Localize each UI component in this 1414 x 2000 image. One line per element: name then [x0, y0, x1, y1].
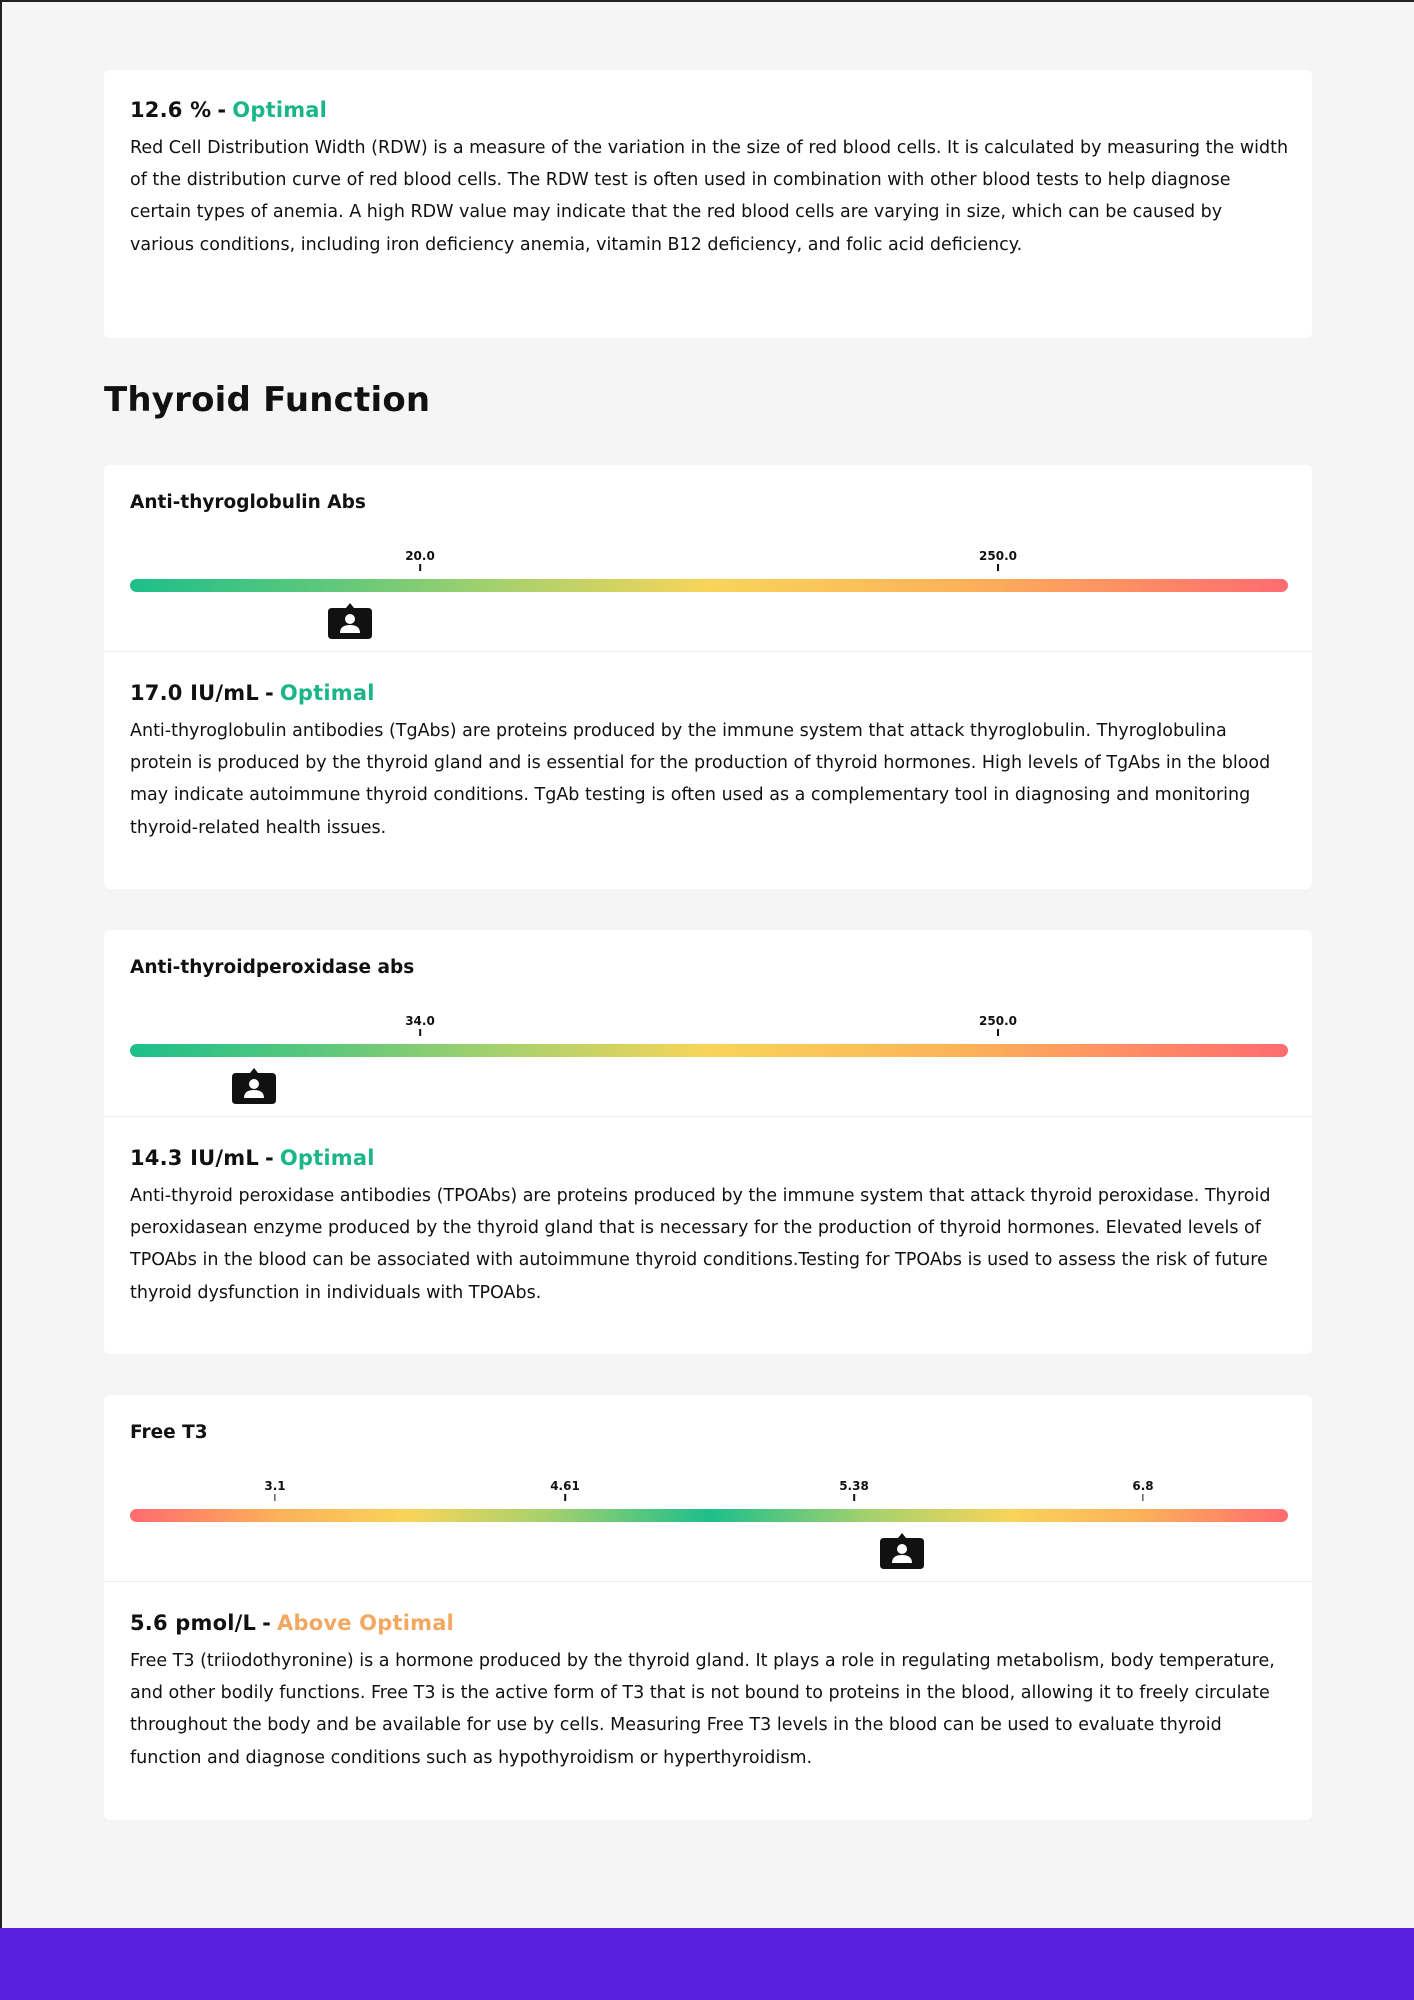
marker-status: Optimal — [279, 681, 375, 705]
user-badge-icon — [880, 1533, 924, 1569]
range-tick-label: 34.0 — [405, 1014, 435, 1028]
range-gradient-bar — [130, 1509, 1288, 1522]
marker-result-heading — [130, 1146, 1290, 1170]
marker-card-free-t3 — [104, 1395, 1312, 1820]
range-tick — [979, 549, 1017, 571]
card-divider — [104, 651, 1312, 652]
rdw-status: Optimal — [232, 98, 328, 122]
marker-title: Free T3 — [130, 1422, 208, 1443]
page-border-left — [0, 0, 2, 1928]
card-divider — [104, 1116, 1312, 1117]
marker-card-anti-thyroglobulin — [104, 465, 1312, 889]
range-tick — [550, 1479, 580, 1501]
marker-card-anti-thyroidperoxidase — [104, 930, 1312, 1354]
rdw-result-card — [104, 70, 1312, 338]
marker-description: Anti-thyroglobulin antibodies (TgAbs) are proteins produced by the immune system that attack thyroglobulin. Thyroglobulina protein is produced by the thyroid gland and is essential for the production of thyroid hormones. High levels of TgAbs in the blood may indicate autoimmune thyroid conditions. TgAb testing is often used as a complementary tool in diagnosing and monitoring thyroid-related health issues. — [130, 721, 1271, 838]
range-tick-label: 250.0 — [979, 1014, 1017, 1028]
range-tick-label: 3.1 — [264, 1479, 286, 1493]
rdw-value: 12.6 % — [130, 98, 212, 122]
marker-result-heading — [130, 1611, 1290, 1635]
marker-value: 5.6 pmol/L — [130, 1611, 257, 1635]
range-gradient-bar — [130, 1044, 1288, 1057]
marker-description: Free T3 (triiodothyronine) is a hormone produced by the thyroid gland. It plays a role in regulating metabolism, body temperature, and other bodily functions. Free T3 is the active form of T3 that is not bound to proteins in the blood, allowing it to freely circulate throughout the body and be available for use by cells. Measuring Free T3 levels in the blood can be used to evaluate thyroid function and diagnose conditions such as hypothyroidism or hyperthyroidism. — [130, 1651, 1275, 1768]
range-tick — [264, 1479, 285, 1501]
marker-description: Anti-thyroid peroxidase antibodies (TPOAbs) are proteins produced by the immune system that attack thyroid peroxidase. Thyroid peroxidasean enzyme produced by the thyroid gland that is necessary for the production of thyroid hormones. Elevated levels of TPOAbs in the blood can be associated with autoimmune thyroid conditions.Testing for TPOAbs is used to assess the risk of future thyroid dysfunction in individuals with TPOAbs. — [130, 1186, 1271, 1303]
range-tick — [979, 1014, 1017, 1036]
dash-separator: - — [264, 681, 274, 705]
rdw-description: Red Cell Distribution Width (RDW) is a measure of the variation in the size of red blood cells. It is calculated by measuring the width of the distribution curve of red blood cells. The RDW test is often used in combination with other blood tests to help diagnose certain types of anemia. A high RDW value may indicate that the red blood cells are varying in size, which can be caused by various conditions, including iron deficiency anemia, vitamin B12 deficiency, and folic acid deficiency. — [130, 138, 1289, 255]
marker-result-heading — [130, 681, 1290, 705]
marker-title: Anti-thyroglobulin Abs — [130, 492, 366, 513]
range-tick — [839, 1479, 869, 1501]
section-title: Thyroid Function — [104, 380, 431, 420]
marker-status: Optimal — [279, 1146, 375, 1170]
marker-value: 14.3 IU/mL — [130, 1146, 259, 1170]
range-tick-label: 5.38 — [839, 1479, 869, 1493]
range-tick-label: 4.61 — [550, 1479, 580, 1493]
range-scale — [130, 1479, 1288, 1559]
dash-separator: - — [262, 1611, 272, 1635]
page-border-top — [0, 0, 1414, 2]
marker-value: 17.0 IU/mL — [130, 681, 259, 705]
dash-separator: - — [217, 98, 227, 122]
marker-title: Anti-thyroidperoxidase abs — [130, 957, 415, 978]
range-tick-label: 20.0 — [405, 549, 435, 563]
card-divider — [104, 1581, 1312, 1582]
range-tick-label: 6.8 — [1132, 1479, 1154, 1493]
range-tick — [405, 549, 435, 571]
range-tick-label: 250.0 — [979, 549, 1017, 563]
rdw-result-heading — [130, 98, 1290, 122]
footer-bar — [0, 1928, 1414, 2000]
dash-separator: - — [264, 1146, 274, 1170]
range-scale — [130, 549, 1288, 629]
range-scale — [130, 1014, 1288, 1094]
range-tick — [405, 1014, 435, 1036]
range-tick — [1132, 1479, 1153, 1501]
user-badge-icon — [232, 1068, 276, 1104]
marker-status: Above Optimal — [277, 1611, 454, 1635]
range-gradient-bar — [130, 579, 1288, 592]
user-badge-icon — [328, 603, 372, 639]
